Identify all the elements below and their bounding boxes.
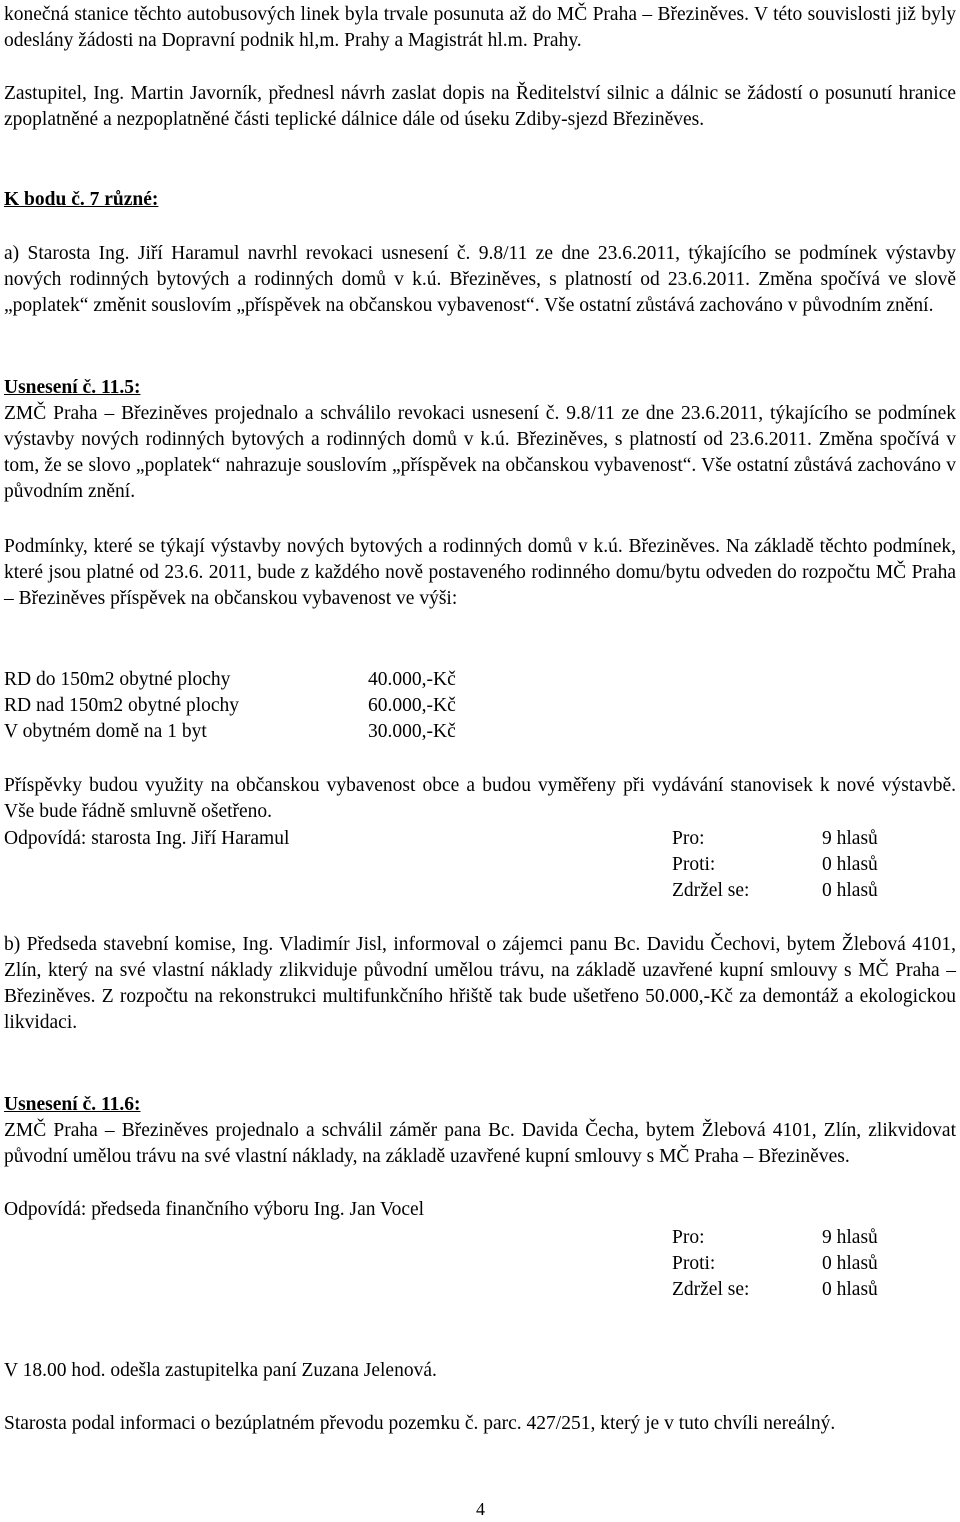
paragraph-revokace: a) Starosta Ing. Jiří Haramul navrhl revokaci usnesení č. 9.8/11 ze dne 23.6.2011, týkajícího se podmínek výstavby nových rodinných bytových a rodinných domů v k.ú. Březiněves, s platností od 23.6.2011. Změna spočívá ve slově „poplatek“ změnit souslovím „příspěvek na občanskou vybavenost“. Vše ostatní zůstává zachováno v původním znění. — [4, 243, 956, 316]
vote-row — [4, 1277, 956, 1303]
page-number: 4 — [476, 1499, 485, 1519]
vote-value: 9 hlasů — [822, 1227, 878, 1248]
vote-row — [4, 1251, 956, 1277]
fee-amount: 40.000,-Kč — [368, 669, 456, 690]
fee-row — [4, 667, 956, 693]
vote-row — [4, 1197, 956, 1223]
vote-label: Zdržel se: — [672, 1279, 750, 1300]
paragraph-prispevky: Příspěvky budou využity na občanskou vybavenost obce a budou vyměřeny při vydávání stanovisek k nové výstavbě. Vše bude řádně smluvně ošetřeno. — [4, 775, 956, 822]
section-heading-bod-7: K bodu č. 7 různé: — [4, 189, 159, 210]
vote-label: Proti: — [672, 854, 716, 875]
fee-row — [4, 719, 956, 745]
resolution-heading-11-6: Usnesení č. 11.6: — [4, 1094, 141, 1115]
resolution-heading-11-5: Usnesení č. 11.5: — [4, 377, 141, 398]
vote-label: Pro: — [672, 828, 705, 849]
vote-value: 0 hlasů — [822, 1279, 878, 1300]
vote-row — [4, 852, 956, 878]
resolution-text-11-6: ZMČ Praha – Březiněves projednalo a schválil záměr pana Bc. Davida Čecha, bytem Žlebová 4101, Zlín, zlikvidovat původní umělou trávu na své vlastní náklady, na základě uzavřené kupní smlouvy s MČ Praha – Březiněves. — [4, 1120, 956, 1167]
fee-label: RD do 150m2 obytné plochy — [4, 669, 231, 690]
resolution-text-11-5: ZMČ Praha – Březiněves projednalo a schválilo revokaci usnesení č. 9.8/11 ze dne 23.6.2011, týkajícího se podmínek výstavby nových rodinných bytových a rodinných domů v k.ú. Březiněves, s platností od 23.6.2011. Změna spočívá v tom, že se slovo „poplatek“ nahrazuje souslovím „příspěvek na občanskou vybavenost“. Vše ostatní zůstává zachováno v původním znění. — [4, 403, 956, 502]
vote-value: 0 hlasů — [822, 854, 878, 875]
paragraph-stavebni-komise: b) Předseda stavební komise, Ing. Vladimír Jisl, informoval o zájemci panu Bc. Davidu Čechovi, bytem Žlebová 4101, Zlín, který na své vlastní náklady zlikviduje původní umělou trávu, na základě uzavřené kupní smlouvy s MČ Praha – Březiněves. Z rozpočtu na rekonstrukci multifunkčního hřiště tak bude ušetřeno 50.000,-Kč za demontáž a ekologickou likvidaci. — [4, 934, 956, 1033]
vote-value: 0 hlasů — [822, 1253, 878, 1274]
vote-row — [4, 826, 956, 852]
paragraph-javornik: Zastupitel, Ing. Martin Javorník, přednesl návrh zaslat dopis na Ředitelství silnic a dálnic se žádostí o posunutí hranice zpoplatněné a nezpoplatněné části teplické dálnice dále od úseku Zdiby-sjezd Březiněves. — [4, 83, 956, 130]
fee-amount: 30.000,-Kč — [368, 721, 456, 742]
vote-row — [4, 1225, 956, 1251]
vote-label: Pro: — [672, 1227, 705, 1248]
vote-label: Proti: — [672, 1253, 716, 1274]
vote-row — [4, 878, 956, 904]
fee-row — [4, 693, 956, 719]
fee-label: V obytném domě na 1 byt — [4, 721, 207, 742]
vote-value: 9 hlasů — [822, 828, 878, 849]
paragraph-prevod-pozemku: Starosta podal informaci o bezúplatném převodu pozemku č. parc. 427/251, který je v tuto chvíli nereálný. — [4, 1413, 836, 1434]
fee-label: RD nad 150m2 obytné plochy — [4, 695, 240, 716]
responsible-person: Odpovídá: starosta Ing. Jiří Haramul — [4, 828, 290, 849]
vote-value: 0 hlasů — [822, 880, 878, 901]
responsible-person: Odpovídá: předseda finančního výboru Ing. Jan Vocel — [4, 1199, 425, 1220]
paragraph-jelenova: V 18.00 hod. odešla zastupitelka paní Zuzana Jelenová. — [4, 1360, 437, 1381]
paragraph-podminky: Podmínky, které se týkají výstavby nových bytových a rodinných domů v k.ú. Březiněves. Na základě těchto podmínek, které jsou platné od 23.6. 2011, bude z každého nově postaveného rodinného domu/bytu odveden do rozpočtu MČ Praha – Březiněves příspěvek na občanskou vybavenost ve výši: — [4, 536, 956, 609]
vote-label: Zdržel se: — [672, 880, 750, 901]
fee-amount: 60.000,-Kč — [368, 695, 456, 716]
paragraph-intro: konečná stanice těchto autobusových linek byla trvale posunuta až do MČ Praha – Březiněves. V této souvislosti již byly odeslány žádosti na Dopravní podnik hl,m. Prahy a Magistrát hl.m. Prahy. — [4, 4, 956, 51]
